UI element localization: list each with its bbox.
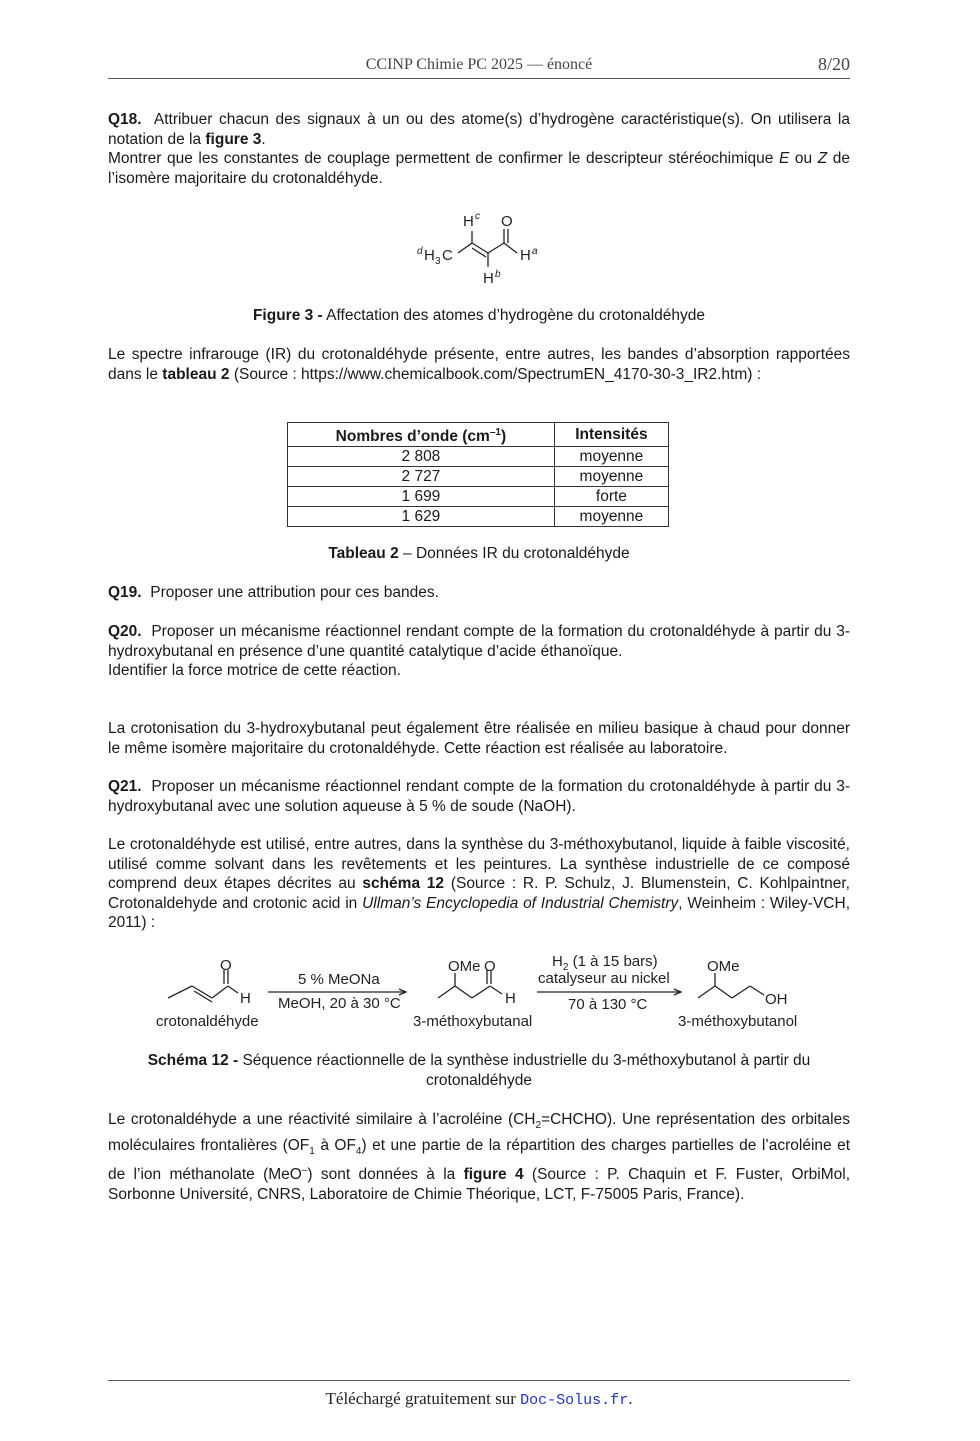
mol1-name: crotonaldéhyde <box>156 1013 259 1030</box>
table-row <box>288 487 669 507</box>
fig3-b: b <box>495 269 501 280</box>
question-q21 <box>108 777 850 816</box>
scheme12-reaction-sequence <box>150 948 830 1036</box>
arrow2-reagent-line1: $H_2$ (1 à 15 bars) <box>552 953 658 973</box>
q18-figure-ref: figure 3 <box>205 130 262 148</box>
col-header-wavenumber: Nombres d’onde $(cm^{-1})$ <box>288 423 555 447</box>
fig3-Ha: H <box>520 247 531 264</box>
cell-wavenumber: 2 727 <box>288 467 555 487</box>
figure3-caption-text: Affectation des atomes d’hydrogène du crotonaldéhyde <box>326 307 706 324</box>
orbitals-sub-4: 4 <box>355 1145 362 1157</box>
orbitals-sub-1: 1 <box>309 1145 315 1157</box>
q18-or: ou <box>794 150 813 167</box>
scheme12-caption <box>108 1051 850 1090</box>
mol2-H: H <box>505 990 516 1007</box>
mol3-name: 3-méthoxybutanol <box>678 1013 798 1030</box>
question-q19 <box>108 583 850 603</box>
table-header-row <box>288 423 669 447</box>
col-header-intensity: Intensités <box>554 423 668 447</box>
mol3-OMe: OMe <box>707 958 740 975</box>
cell-wavenumber: 2 808 <box>288 447 555 467</box>
orbitals-sub-2: 2 <box>535 1120 542 1132</box>
q18-text2b: de l’isomère majoritaire du crotonaldéhyde. <box>108 150 851 187</box>
question-q18 <box>108 110 850 188</box>
cell-intensity: moyenne <box>554 507 668 527</box>
q20-number: Q20. <box>108 623 142 640</box>
scheme12-caption-line2: crotonaldéhyde <box>426 1071 532 1089</box>
ir-intro-paragraph <box>108 345 850 384</box>
q21-text: Proposer un mécanisme réactionnel rendant compte de la formation du crotonaldéhyde à partir du 3-hydroxybutanal avec une solution aqueuse à 5 % de soude (NaOH). <box>108 778 850 815</box>
q18-E: E <box>778 150 790 167</box>
figure3-caption <box>108 306 850 326</box>
table2-caption <box>108 544 850 564</box>
page-number: 8/20 <box>817 54 850 74</box>
orbitals-t6: (Source : P. Chaquin et F. Fuster, OrbiMol, Sorbonne Université, CNRS, Laboratoire de Chimie Théorique, LCT, F-75005 Paris, France). <box>108 1166 851 1203</box>
header-title: CCINP Chimie PC 2025 — énoncé <box>365 56 593 73</box>
scheme12-caption-label: Schéma 12 - <box>147 1052 239 1069</box>
q18-period: . <box>261 130 266 148</box>
arrow2-reagent-line2: catalyseur au nickel <box>538 970 670 987</box>
cell-wavenumber: 1 629 <box>288 507 555 527</box>
q19-number: Q19. <box>108 584 142 601</box>
question-q20 <box>108 622 850 681</box>
orbitals-t2: =CHCHO). Une représentation des orbitales moléculaires frontalières (OF <box>108 1111 850 1154</box>
footer-text <box>108 1389 850 1409</box>
cell-intensity: moyenne <box>554 447 668 467</box>
mol2-O: O <box>484 958 496 975</box>
synthesis-book-title: Ullman’s Encyclopedia of Industrial Chemistry <box>362 894 679 912</box>
ir-intro-source: (Source : https://www.chemicalbook.com/SpectrumEN_4170-30-3_IR2.htm) : <box>233 365 762 383</box>
arrow1-reagent: 5 % MeONa <box>298 971 380 988</box>
fig3-H3C-C: C <box>442 247 453 264</box>
cell-intensity: moyenne <box>554 467 668 487</box>
fig3-c: c <box>475 211 480 222</box>
paragraph-basic-crotonisation: La crotonisation du 3-hydroxybutanal peut également être réalisée en milieu basique à chaud pour donner le même isomère majoritaire du crotonaldéhyde. Cette réaction est réalisée au laboratoire. <box>108 720 850 757</box>
footer-label: Téléchargé gratuitement sur <box>325 1389 516 1408</box>
arrow1-conditions: MeOH, 20 à 30 °C <box>278 995 401 1012</box>
mol2-name: 3-méthoxybutanal <box>413 1013 533 1030</box>
figure3-crotonaldehyde-structure <box>400 205 560 290</box>
ir-data-table <box>287 422 669 527</box>
q18-text2a: Montrer que les constantes de couplage permettent de confirmer le descripteur stéréochimique <box>108 150 774 167</box>
table2-caption-label: Tableau 2 <box>328 545 399 562</box>
fig3-H3C-H: H <box>424 247 435 264</box>
orbitals-t4: ) et une partie de la répartition des charges partielles de l’acroléine et de l’ion méthanolate (MeO <box>108 1136 851 1184</box>
mol2-OMe: OMe <box>448 958 481 975</box>
orbitals-t1: Le crotonaldéhyde a une réactivité similaire à l’acroléine (CH <box>108 1111 536 1128</box>
page-header <box>108 54 850 79</box>
scheme12-caption-line1: Séquence réactionnelle de la synthèse industrielle du 3-méthoxybutanol à partir du <box>242 1052 811 1069</box>
q20-text1: Proposer un mécanisme réactionnel rendant compte de la formation du crotonaldéhyde à partir du 3-hydroxybutanal en présence d’une quantité catalytique d’acide éthanoïque. <box>108 623 850 660</box>
fig3-Hb: H <box>483 270 494 287</box>
cell-intensity: forte <box>554 487 668 507</box>
q18-text1: Attribuer chacun des signaux à un ou des atome(s) d’hydrogène caractéristique(s). On utilisera la notation de la <box>108 111 850 148</box>
synthesis-text1: Le crotonaldéhyde est utilisé, entre autres, dans la synthèse du 3-méthoxybutanol, liquide à faible viscosité, utilisé comme solvant dans les revêtements et les peintures. La synthèse industrielle de ce composé comprend deux étapes décrites au <box>108 836 850 892</box>
mol1-H: H <box>240 990 251 1007</box>
paragraph-synthesis <box>108 835 850 933</box>
q19-text: Proposer une attribution pour ces bandes. <box>150 584 439 601</box>
fig3-Hc: H <box>463 213 474 230</box>
synthesis-schema-ref: schéma 12 <box>362 875 445 892</box>
page-footer <box>108 1380 850 1409</box>
table-row <box>288 467 669 487</box>
ir-intro-table-ref: tableau 2 <box>162 365 230 383</box>
fig3-H3C-3: 3 <box>435 256 441 267</box>
q20-text2: Identifier la force motrice de cette réaction. <box>108 662 401 679</box>
fig3-d: d <box>417 246 423 257</box>
table-row <box>288 507 669 527</box>
table2-caption-text: – Données IR du crotonaldéhyde <box>403 545 630 562</box>
mol3-OH: OH <box>765 991 788 1008</box>
q18-number: Q18. <box>108 111 142 128</box>
q18-Z: Z <box>817 150 828 167</box>
orbitals-t3: à OF <box>320 1136 356 1154</box>
arrow2-conditions: 70 à 130 °C <box>568 996 648 1013</box>
orbitals-sup-minus: – <box>301 1165 308 1177</box>
orbitals-figure-ref: figure 4 <box>463 1166 524 1184</box>
fig3-O: O <box>501 213 513 230</box>
orbitals-t5: ) sont données à la <box>307 1166 456 1184</box>
fig3-a: a <box>532 246 538 257</box>
paragraph-orbitals <box>108 1110 850 1204</box>
synthesis-text3: , Weinheim : Wiley-VCH, 2011) : <box>108 894 851 931</box>
footer-link[interactable]: Doc-Solus.fr <box>520 1392 629 1409</box>
mol1-O: O <box>220 957 232 974</box>
table-row <box>288 447 669 467</box>
synthesis-text2: (Source : R. P. Schulz, J. Blumenstein, C. Kohlpaintner, Crotonaldehyde and crotonic acid in <box>108 875 850 912</box>
footer-period: . <box>628 1389 633 1408</box>
figure3-caption-label: Figure 3 - <box>252 307 323 324</box>
ir-intro-text: Le spectre infrarouge (IR) du crotonaldéhyde présente, entre autres, les bandes d’absorption rapportées dans le <box>108 346 850 383</box>
q21-number: Q21. <box>108 778 142 795</box>
cell-wavenumber: 1 699 <box>288 487 555 507</box>
